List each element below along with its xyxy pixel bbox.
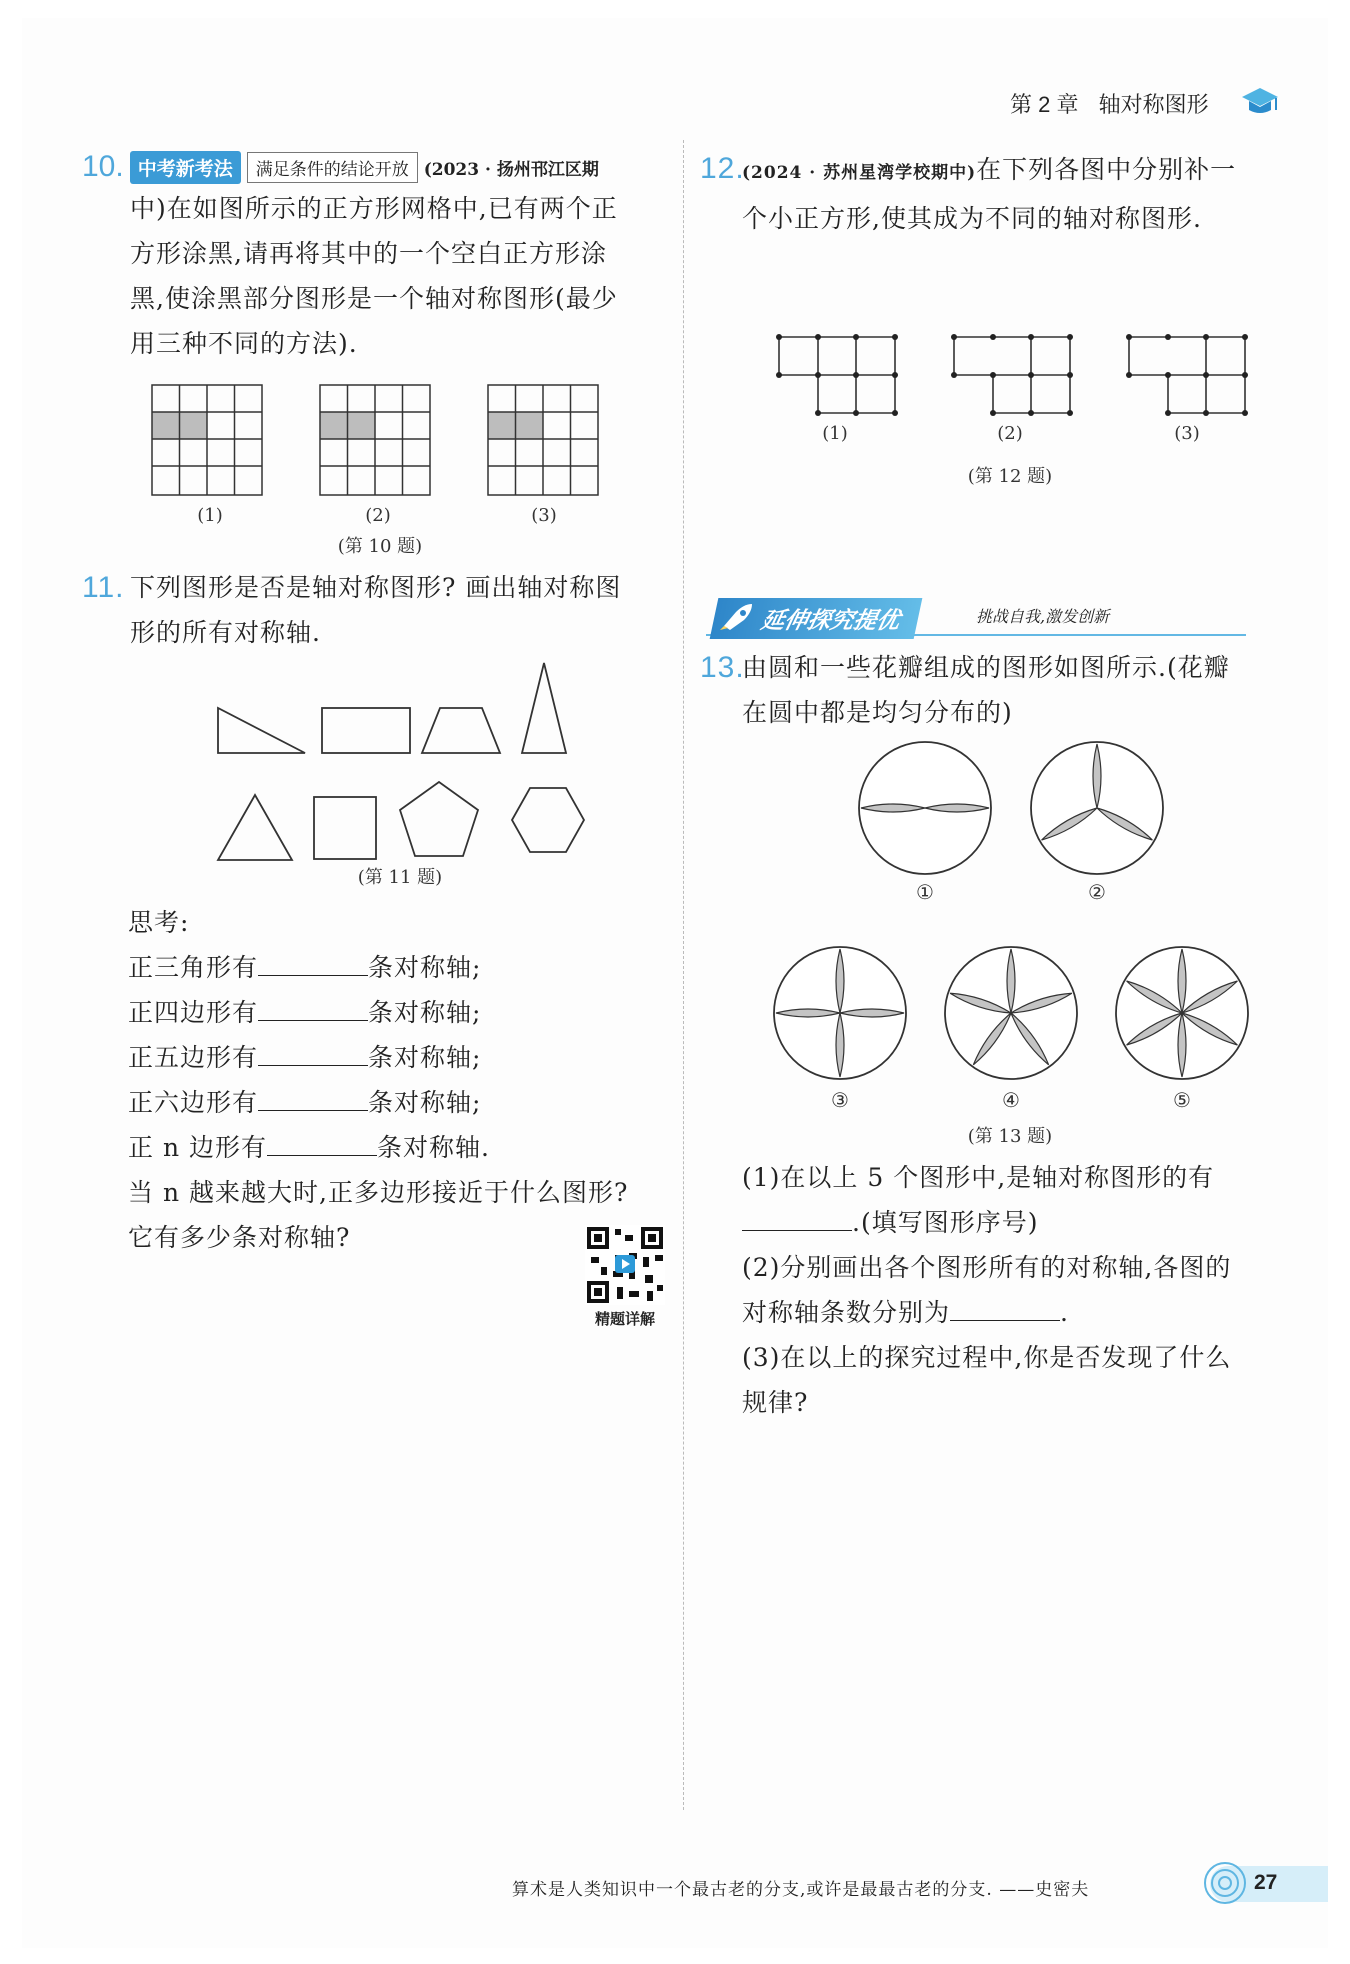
answer-blank[interactable] xyxy=(950,1294,1060,1321)
fill-suffix: 条对称轴; xyxy=(368,953,482,982)
figure-label: (2) xyxy=(365,505,391,526)
figure-caption: (第 11 题) xyxy=(357,867,443,888)
qr-label: 精题详解 xyxy=(594,1311,655,1328)
question-number: 12. xyxy=(700,152,745,185)
figure-label: (3) xyxy=(1174,423,1200,444)
fill-line xyxy=(742,1290,1312,1335)
figure-label: ④ xyxy=(1002,1088,1020,1112)
fill-line xyxy=(742,1200,1312,1245)
fill-suffix: 条对称轴; xyxy=(368,998,482,1027)
fill-prefix: 对称轴条数分别为 xyxy=(742,1298,951,1327)
flower-figure-4 xyxy=(945,947,1077,1079)
fill-suffix: 条对称轴; xyxy=(368,1043,482,1072)
section-subtitle: 挑战自我,激发创新 xyxy=(976,607,1110,626)
question-text-line: 由圆和一些花瓣组成的图形如图所示.(花瓣 xyxy=(742,653,1230,682)
flower-figure-5 xyxy=(1116,947,1248,1079)
section-title: 延伸探究提优 xyxy=(758,608,903,634)
figure-label: (2) xyxy=(997,423,1023,444)
question-text-line: 在圆中都是均匀分布的) xyxy=(742,698,1013,727)
question-text-line: (3)在以上的探究过程中,你是否发现了什么 xyxy=(742,1343,1232,1372)
question-text-line: 形的所有对称轴. xyxy=(130,618,321,647)
question-text-line: 它有多少条对称轴? xyxy=(128,1223,351,1252)
q13-parts xyxy=(742,1155,1312,1425)
flower-figure-2 xyxy=(1031,742,1163,874)
footer-quote: 算术是人类知识中一个最古老的分支,或许是最最古老的分支. ——史密夫 xyxy=(512,1880,1090,1900)
question-text-line: 规律? xyxy=(742,1388,809,1417)
fill-suffix: . xyxy=(1060,1298,1069,1327)
question-text-line: (2)分别画出各个图形所有的对称轴,各图的 xyxy=(742,1253,1232,1282)
page-number: 27 xyxy=(1254,1871,1278,1894)
figure-label: ③ xyxy=(831,1088,849,1112)
question-number: 13. xyxy=(700,651,745,684)
chapter-number: 第 2 章 xyxy=(1010,92,1079,117)
spiral-icon xyxy=(1202,1860,1248,1906)
figure-caption: (第 13 题) xyxy=(967,1126,1053,1147)
fill-prefix: 正三角形有 xyxy=(128,953,259,982)
fill-suffix: .(填写图形序号) xyxy=(852,1208,1039,1237)
question-text-line: 个小正方形,使其成为不同的轴对称图形. xyxy=(742,204,1202,233)
figure-label: (1) xyxy=(822,423,848,444)
figure-label: ② xyxy=(1088,880,1106,904)
question-text-line: 黑,使涂黑部分图形是一个轴对称图形(最少 xyxy=(130,284,618,313)
chapter-title: 轴对称图形 xyxy=(1098,92,1209,117)
badge-new-method: 中考新考法 xyxy=(130,151,241,184)
figure-label: (3) xyxy=(531,505,557,526)
figure-label: ⑤ xyxy=(1173,1088,1191,1112)
question-text-line: 中)在如图所示的正方形网格中,已有两个正 xyxy=(130,194,618,223)
fill-suffix: 条对称轴; xyxy=(368,1088,482,1117)
question-number: 11. xyxy=(82,571,125,604)
fill-prefix: 正 n 边形有 xyxy=(128,1133,267,1162)
figure-label: (1) xyxy=(197,505,223,526)
fill-prefix: 正四边形有 xyxy=(128,998,259,1027)
question-source: (2024 · 苏州星湾学校期中) xyxy=(742,163,977,183)
fill-prefix: 正五边形有 xyxy=(128,1043,259,1072)
question-number: 10. xyxy=(82,150,124,183)
flower-figure-1 xyxy=(859,742,991,874)
answer-blank[interactable] xyxy=(742,1204,852,1231)
question-text-line: 下列图形是否是轴对称图形? 画出轴对称图 xyxy=(130,573,622,602)
question-text-line: (1)在以上 5 个图形中,是轴对称图形的有 xyxy=(742,1163,1215,1192)
figure-caption: (第 12 题) xyxy=(967,466,1053,487)
think-label: 思考: xyxy=(128,908,190,937)
fill-suffix: 条对称轴. xyxy=(377,1133,490,1162)
figure-caption: (第 10 题) xyxy=(337,536,423,557)
question-text-line: 方形涂黑,请再将其中的一个空白正方形涂 xyxy=(130,239,607,268)
fill-prefix: 正六边形有 xyxy=(128,1088,259,1117)
page-number-box xyxy=(1210,1866,1328,1902)
question-source: (2023 · 扬州邗江区期 xyxy=(423,159,599,180)
badge-note: 满足条件的结论开放 xyxy=(247,152,418,183)
question-text-line: 在下列各图中分别补一 xyxy=(976,155,1237,184)
question-text-line: 用三种不同的方法). xyxy=(130,329,358,358)
figure-label: ① xyxy=(916,880,934,904)
flower-figure-3 xyxy=(774,947,906,1079)
question-text-line: 当 n 越来越大时,正多边形接近于什么图形? xyxy=(128,1178,629,1207)
